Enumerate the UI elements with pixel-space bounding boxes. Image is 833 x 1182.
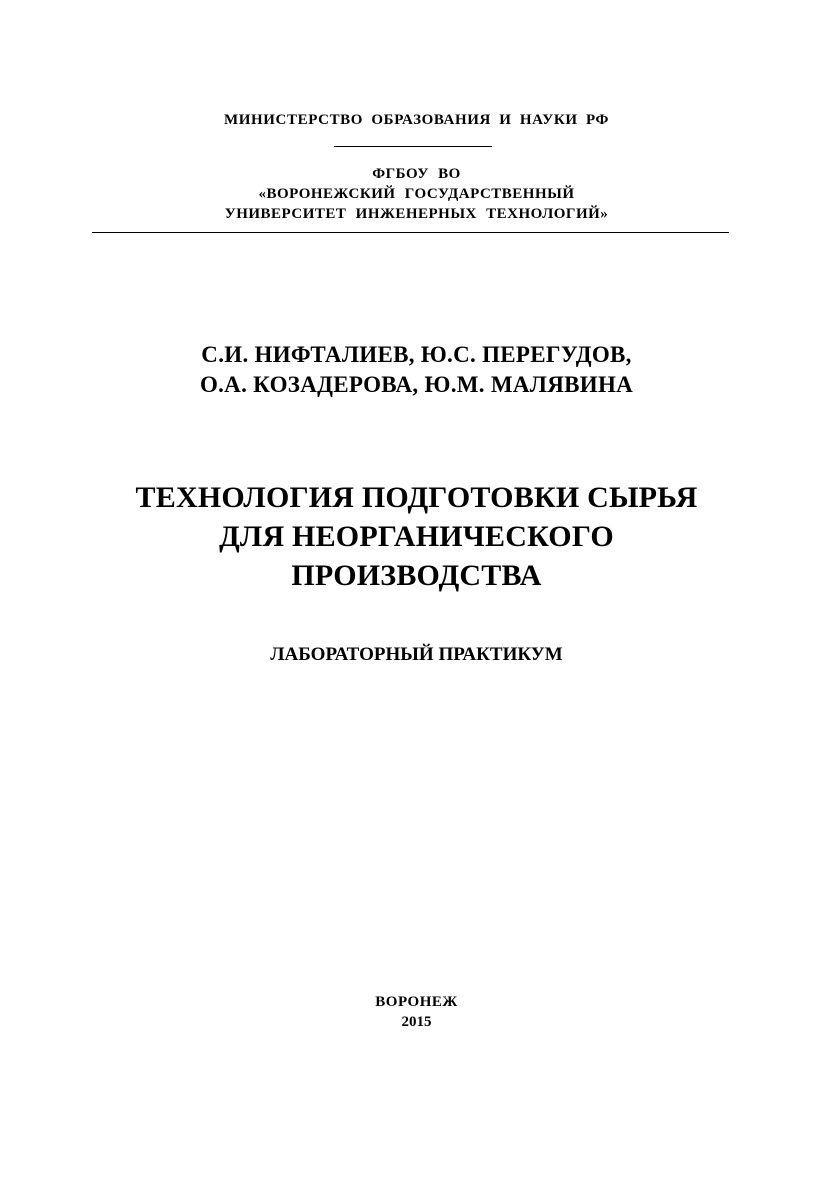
university-name-line-2: УНИВЕРСИТЕТ ИНЖЕНЕРНЫХ ТЕХНОЛОГИЙ» — [224, 206, 609, 222]
book-title-line-2: ДЛЯ НЕОРГАНИЧЕСКОГО — [219, 520, 614, 553]
university-name-line-1: «ВОРОНЕЖСКИЙ ГОСУДАРСТВЕННЫЙ — [258, 186, 575, 202]
publication-city: ВОРОНЕЖ — [375, 994, 458, 1010]
short-divider — [334, 146, 492, 147]
book-subtitle: ЛАБОРАТОРНЫЙ ПРАКТИКУМ — [270, 644, 563, 665]
institution-type: ФГБОУ ВО — [372, 166, 461, 182]
ministry-name: МИНИСТЕРСТВО ОБРАЗОВАНИЯ И НАУКИ РФ — [224, 112, 609, 128]
authors-line-1: С.И. НИФТАЛИЕВ, Ю.С. ПЕРЕГУДОВ, — [201, 342, 632, 367]
book-title-line-3: ПРОИЗВОДСТВА — [291, 559, 542, 592]
authors-line-2: О.А. КОЗАДЕРОВА, Ю.М. МАЛЯВИНА — [199, 372, 634, 397]
publication-year: 2015 — [401, 1014, 432, 1030]
book-title-line-1: ТЕХНОЛОГИЯ ПОДГОТОВКИ СЫРЬЯ — [135, 481, 698, 514]
header-divider — [92, 232, 729, 233]
